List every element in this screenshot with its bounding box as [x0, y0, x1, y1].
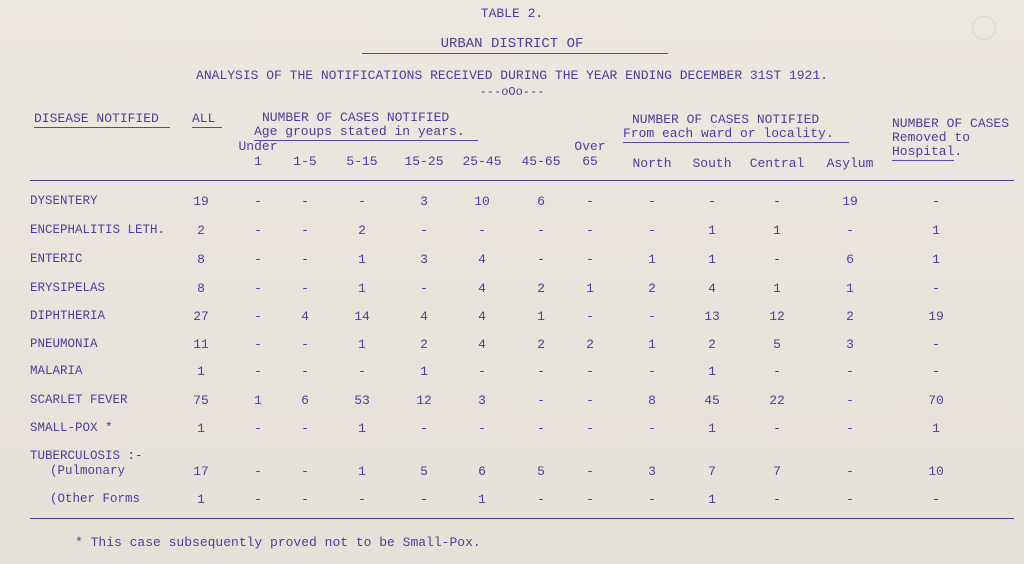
cell-ward: 13 [704, 309, 720, 324]
cell-age: - [420, 223, 428, 238]
cell-ward: - [773, 252, 781, 267]
cell-age: - [254, 252, 262, 267]
cell-all: 27 [193, 309, 209, 324]
disease-name: ERYSIPELAS [30, 281, 106, 295]
cell-ward: - [648, 194, 656, 209]
disease-name: SMALL-POX * [30, 421, 113, 435]
cell-age: 1 [358, 464, 366, 479]
cell-ward: 5 [773, 337, 781, 352]
cell-ward: 1 [708, 492, 716, 507]
cell-age: - [358, 194, 366, 209]
cell-age: 3 [478, 393, 486, 408]
cell-age: - [537, 393, 545, 408]
cell-age: 1 [586, 281, 594, 296]
cell-ward: - [846, 364, 854, 379]
cell-age: 2 [420, 337, 428, 352]
cell-removed: 10 [928, 464, 944, 479]
cell-age: 3 [420, 194, 428, 209]
cell-age: - [254, 464, 262, 479]
cell-ward: 22 [769, 393, 785, 408]
cell-age: - [301, 421, 309, 436]
cell-age: - [478, 421, 486, 436]
cell-ward: 1 [773, 223, 781, 238]
cell-age: - [301, 223, 309, 238]
cell-age: - [478, 223, 486, 238]
disease-name: DIPHTHERIA [30, 309, 106, 323]
district-title: URBAN DISTRICT OF [440, 36, 584, 52]
cell-age: - [478, 364, 486, 379]
cell-age: - [420, 421, 428, 436]
header-removed-2: Removed to [892, 130, 971, 145]
header-rule [30, 180, 1014, 181]
cell-age: 1 [537, 309, 545, 324]
cell-all: 8 [197, 252, 205, 267]
cell-ward: 45 [704, 393, 720, 408]
cell-age: 4 [478, 281, 486, 296]
header-ward: North [632, 156, 672, 171]
cell-ward: 3 [846, 337, 854, 352]
cell-age: - [586, 464, 594, 479]
header-removed-1: NUMBER OF CASES [892, 116, 1010, 131]
cell-all: 19 [193, 194, 209, 209]
cell-age: 2 [358, 223, 366, 238]
header-age-title: NUMBER OF CASES NOTIFIED [262, 110, 450, 125]
header-ward-subtitle: From each ward or locality. [623, 126, 834, 141]
cell-age: - [358, 364, 366, 379]
cell-ward: 1 [846, 281, 854, 296]
cell-age: 1 [420, 364, 428, 379]
cell-age: - [586, 364, 594, 379]
cell-removed: - [932, 364, 940, 379]
cell-ward: 1 [708, 364, 716, 379]
cell-age: - [420, 492, 428, 507]
ornament: ---oOo--- [479, 85, 545, 99]
header-age-group: 45-65 [521, 154, 561, 169]
cell-ward: 19 [842, 194, 858, 209]
cell-age: 1 [358, 281, 366, 296]
cell-age: - [301, 194, 309, 209]
disease-name: ENCEPHALITIS LETH. [30, 223, 166, 237]
cell-ward: - [773, 364, 781, 379]
cell-age: - [254, 281, 262, 296]
header-ward: South [692, 156, 732, 171]
header-age-group: 1-5 [293, 154, 317, 169]
header-removed-underline [892, 160, 954, 161]
cell-all: 1 [197, 421, 205, 436]
cell-ward: - [773, 492, 781, 507]
cell-removed: - [932, 281, 940, 296]
disease-name: DYSENTERY [30, 194, 98, 208]
header-ward-underline [623, 142, 849, 143]
cell-ward: - [648, 364, 656, 379]
header-disease-underline [34, 127, 170, 128]
header-age-group: 25-45 [462, 154, 502, 169]
cell-ward: - [846, 492, 854, 507]
disease-name: ENTERIC [30, 252, 83, 266]
cell-ward: 1 [708, 223, 716, 238]
footnote: * This case subsequently proved not to be Small-Pox. [75, 535, 481, 550]
cell-ward: - [648, 309, 656, 324]
cell-age: - [537, 252, 545, 267]
cell-ward: - [846, 421, 854, 436]
cell-ward: 7 [708, 464, 716, 479]
bottom-rule [30, 518, 1014, 519]
cell-age: 4 [301, 309, 309, 324]
cell-age: - [301, 337, 309, 352]
disease-name: (Pulmonary [50, 464, 126, 478]
cell-age: 1 [358, 421, 366, 436]
disease-name: SCARLET FEVER [30, 393, 128, 407]
cell-age: - [301, 364, 309, 379]
cell-age: - [586, 492, 594, 507]
cell-age: 4 [478, 252, 486, 267]
header-ward: Asylum [826, 156, 874, 171]
cell-age: - [254, 309, 262, 324]
cell-removed: 70 [928, 393, 944, 408]
cell-ward: - [846, 223, 854, 238]
cell-age: - [537, 364, 545, 379]
table-number: TABLE 2. [480, 6, 544, 21]
cell-ward: - [773, 194, 781, 209]
cell-age: - [586, 223, 594, 238]
cell-ward: - [846, 393, 854, 408]
cell-ward: 3 [648, 464, 656, 479]
cell-age: 2 [537, 337, 545, 352]
disease-name: MALARIA [30, 364, 83, 378]
cell-age: 1 [358, 337, 366, 352]
header-age-group: 5-15 [346, 154, 378, 169]
cell-age: 4 [478, 309, 486, 324]
cell-age: 2 [586, 337, 594, 352]
cell-age: - [586, 393, 594, 408]
cell-ward: - [708, 194, 716, 209]
cell-removed: 1 [932, 223, 940, 238]
header-age-group: Under 1 [238, 139, 278, 169]
cell-age: 4 [420, 309, 428, 324]
cell-age: - [254, 364, 262, 379]
cell-all: 1 [197, 492, 205, 507]
cell-ward: 1 [648, 252, 656, 267]
cell-age: - [254, 223, 262, 238]
disease-name: PNEUMONIA [30, 337, 98, 351]
cell-ward: 1 [708, 252, 716, 267]
cell-age: 53 [354, 393, 370, 408]
cell-age: - [254, 421, 262, 436]
cell-ward: - [773, 421, 781, 436]
cell-age: 2 [537, 281, 545, 296]
cell-removed: - [932, 337, 940, 352]
cell-ward: 1 [773, 281, 781, 296]
header-age-group: 15-25 [404, 154, 444, 169]
cell-ward: 2 [648, 281, 656, 296]
cell-ward: - [648, 492, 656, 507]
header-removed-3: Hospital. [892, 144, 963, 159]
cell-age: - [301, 492, 309, 507]
cell-age: 14 [354, 309, 370, 324]
cell-removed: 1 [932, 252, 940, 267]
cell-ward: - [846, 464, 854, 479]
cell-age: - [586, 194, 594, 209]
cell-age: - [586, 252, 594, 267]
cell-removed: 1 [932, 421, 940, 436]
cell-age: - [586, 309, 594, 324]
cell-age: 1 [478, 492, 486, 507]
header-ward-title: NUMBER OF CASES NOTIFIED [632, 112, 820, 127]
cell-age: - [301, 281, 309, 296]
cell-ward: 4 [708, 281, 716, 296]
analysis-title: ANALYSIS OF THE NOTIFICATIONS RECEIVED DURING THE YEAR ENDING DECEMBER 31ST 1921. [196, 68, 828, 83]
cell-age: 6 [478, 464, 486, 479]
header-age-group: Over 65 [574, 139, 606, 169]
cell-ward: - [648, 223, 656, 238]
cell-age: 1 [254, 393, 262, 408]
cell-ward: 7 [773, 464, 781, 479]
cell-age: 1 [358, 252, 366, 267]
header-disease: DISEASE NOTIFIED [34, 111, 159, 126]
cell-all: 11 [193, 337, 209, 352]
cell-age: - [537, 492, 545, 507]
disease-name: (Other Forms [50, 492, 141, 506]
header-age-subtitle: Age groups stated in years. [254, 124, 465, 139]
cell-age: 5 [537, 464, 545, 479]
cell-ward: 8 [648, 393, 656, 408]
header-all: ALL [192, 111, 216, 126]
cell-age: 6 [301, 393, 309, 408]
cell-removed: - [932, 492, 940, 507]
cell-ward: 12 [769, 309, 785, 324]
cell-age: - [537, 421, 545, 436]
cell-ward: 1 [708, 421, 716, 436]
cell-age: - [254, 492, 262, 507]
header-all-underline [192, 127, 222, 128]
cell-age: 5 [420, 464, 428, 479]
cell-ward: - [648, 421, 656, 436]
cell-age: - [301, 464, 309, 479]
cell-age: 6 [537, 194, 545, 209]
header-ward: Central [749, 156, 805, 171]
cell-age: - [586, 421, 594, 436]
cell-age: - [420, 281, 428, 296]
cell-removed: 19 [928, 309, 944, 324]
cell-age: - [358, 492, 366, 507]
cell-age: 10 [474, 194, 490, 209]
cell-ward: 6 [846, 252, 854, 267]
cell-all: 8 [197, 281, 205, 296]
cell-age: - [254, 337, 262, 352]
cell-removed: - [932, 194, 940, 209]
cell-ward: 1 [648, 337, 656, 352]
cell-age: - [301, 252, 309, 267]
cell-ward: 2 [708, 337, 716, 352]
cell-ward: 2 [846, 309, 854, 324]
cell-age: - [537, 223, 545, 238]
cell-age: 4 [478, 337, 486, 352]
cell-all: 75 [193, 393, 209, 408]
cell-age: - [254, 194, 262, 209]
cell-age: 3 [420, 252, 428, 267]
cell-age: 12 [416, 393, 432, 408]
cell-all: 2 [197, 223, 205, 238]
cell-all: 17 [193, 464, 209, 479]
district-underline [362, 53, 668, 54]
disease-name: TUBERCULOSIS :- [30, 449, 143, 463]
cell-all: 1 [197, 364, 205, 379]
